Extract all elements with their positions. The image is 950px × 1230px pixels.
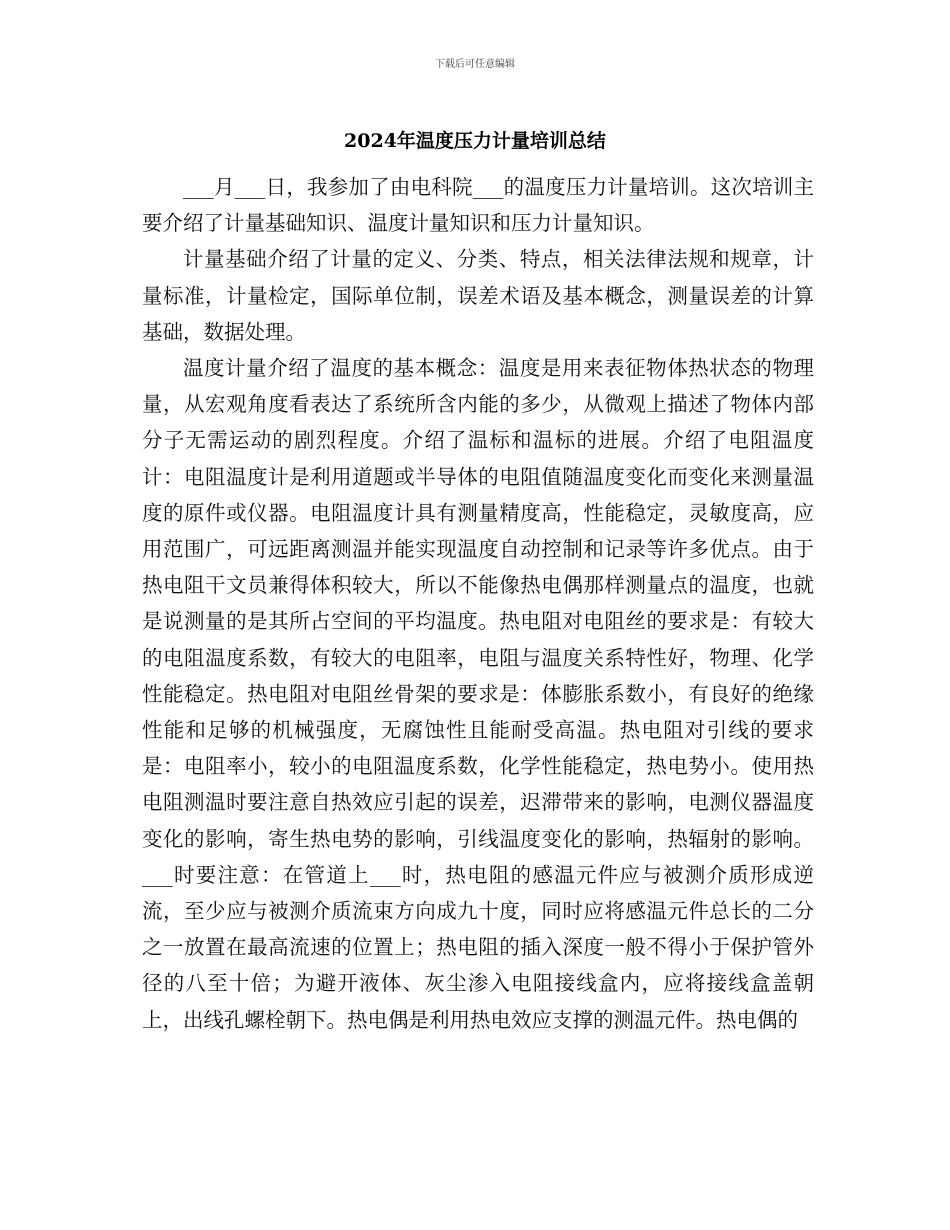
header-note: 下载后可任意编辑 xyxy=(435,59,515,70)
document-title: 2024年温度压力计量培训总结 xyxy=(344,130,606,152)
paragraph-intro: ___月___日，我参加了由电科院___的温度压力计量培训。这次培训主要介绍了计量基础知识、温度计量知识和压力计量知识。 xyxy=(142,175,814,236)
document-body xyxy=(142,169,814,1038)
paragraph-temperature: 温度计量介绍了温度的基本概念：温度是用来表征物体热状态的物理量，从宏观角度看表达了系统所含内能的多少，从微观上描述了物体内部分子无需运动的剧烈程度。介绍了温标和温标的进展。介绍了电阻温度计：电阻温度计是利用道题或半导体的电阻值随温度变化而变化来测量温度的原件或仪器。电阻温度计具有测量精度高，性能稳定，灵敏度高，应用范围广，可远距离测温并能实现温度自动控制和记录等许多优点。由于热电阻干文员兼得体积较大，所以不能像热电偶那样测量点的温度，也就是说测量的是其所占空间的平均温度。热电阻对电阻丝的要求是：有较大的电阻温度系数，有较大的电阻率，电阻与温度关系特性好，物理、化学性能稳定。热电阻对电阻丝骨架的要求是：体膨胀系数小，有良好的绝缘性能和足够的机械强度，无腐蚀性且能耐受高温。热电阻对引线的要求是：电阻率小，较小的电阻温度系数，化学性能稳定，热电势小。使用热电阻测温时要注意自热效应引起的误差，迟滞带来的影响，电测仪器温度变化的影响，寄生热电势的影响，引线温度变化的影响，热辐射的影响。___时要注意：在管道上___时，热电阻的感温元件应与被测介质形成逆流，至少应与被测介质流束方向成九十度，同时应将感温元件总长的二分之一放置在最高流速的位置上；热电阻的插入深度一般不得小于保护管外径的八至十倍；为避开液体、灰尘渗入电阻接线盒内，应将接线盒盖朝上，出线孔螺栓朝下。热电偶是利用热电效应支撑的测温元件。热电偶的 xyxy=(142,356,814,1032)
paragraph-basics: 计量基础介绍了计量的定义、分类、特点，相关法律法规和规章，计量标准，计量检定，国际单位制，误差术语及基本概念，测量误差的计算基础，数据处理。 xyxy=(142,247,814,344)
